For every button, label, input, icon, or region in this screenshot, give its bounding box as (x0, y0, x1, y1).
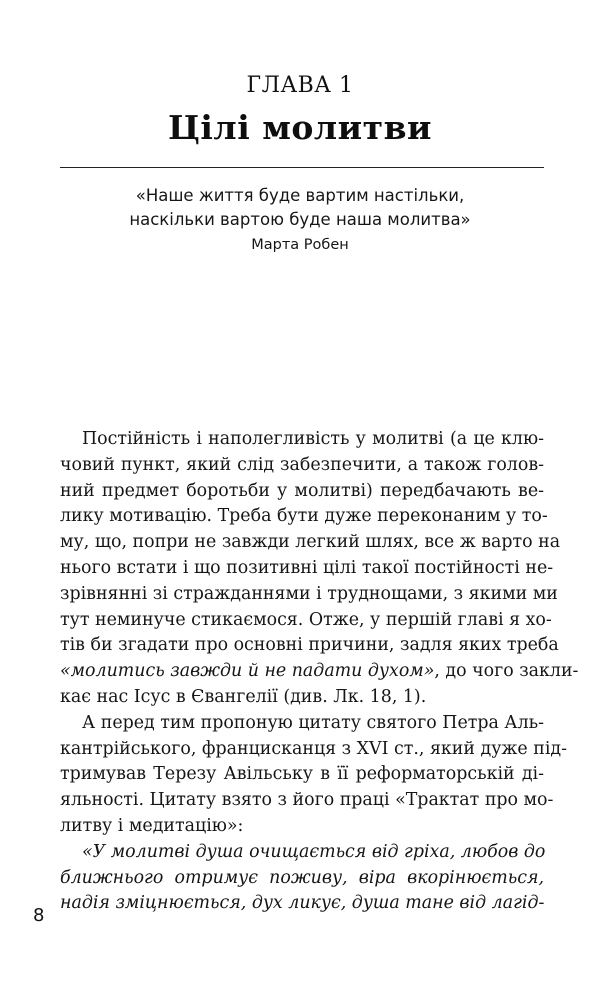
text-line: тримував Терезу Авільську в її реформаторській ді- (60, 764, 544, 785)
text-line: тут неминуче стикаємося. Отже, у першій главі я хо- (60, 609, 552, 630)
text-line: кантрійського, францисканця з XVI ст., який дуже під- (60, 738, 567, 759)
quote-line: ближнього отримує поживу, віра вкорінюється, (60, 867, 544, 888)
text-line: зрівнянні зі стражданнями і труднощами, з якими ми (60, 583, 558, 604)
text-line: А перед тим пропоную цитату святого Петра Аль- (82, 712, 544, 733)
epigraph-author: Марта Робен (251, 237, 349, 253)
text-line-with-quote (60, 659, 579, 685)
body-text (60, 427, 579, 917)
text-line: яльності. Цитату взято з його праці «Трактат про мо- (60, 790, 554, 811)
text-line: му, що, попри не завжди легкий шлях, все ж варто на (60, 532, 561, 553)
text-line: тів би згадати про основні причини, задля яких треба (60, 635, 559, 656)
text-line: кає нас Ісус в Євангелії (див. Лк. 18, 1). (60, 686, 427, 707)
text-line: лику мотивацію. Треба бути дуже переконаним у то- (60, 506, 548, 527)
text-fragment: , до чого закли- (434, 661, 579, 682)
chapter-title: Цілі молитви (168, 108, 432, 147)
chapter-label: ГЛАВА 1 (246, 73, 354, 98)
title-divider (60, 167, 544, 168)
text-line: ний предмет боротьби у молитві) передбачають ве- (60, 480, 544, 501)
text-line: човий пункт, який слід забезпечити, а також голов- (60, 454, 544, 475)
inline-scripture-quote: «молитись завжди й не падати духом» (60, 661, 435, 682)
text-line: литву і медитацію»: (60, 815, 244, 836)
epigraph-line: «Наше життя буде вартим настільки, (135, 186, 465, 205)
epigraph (0, 184, 600, 257)
quote-line: надія зміцнюється, дух ликує, душа тане від лагід- (60, 893, 545, 914)
text-line: Постійність і наполегливість у молитві (а це клю- (82, 429, 544, 449)
text-line: нього встати і що позитивні цілі такої постійності не- (60, 557, 554, 578)
page-number: 8 (33, 905, 45, 926)
epigraph-line: наскільки вартою буде наша молитва» (129, 210, 471, 229)
quote-line: «У молитві душа очищається від гріха, любов до (82, 841, 546, 862)
